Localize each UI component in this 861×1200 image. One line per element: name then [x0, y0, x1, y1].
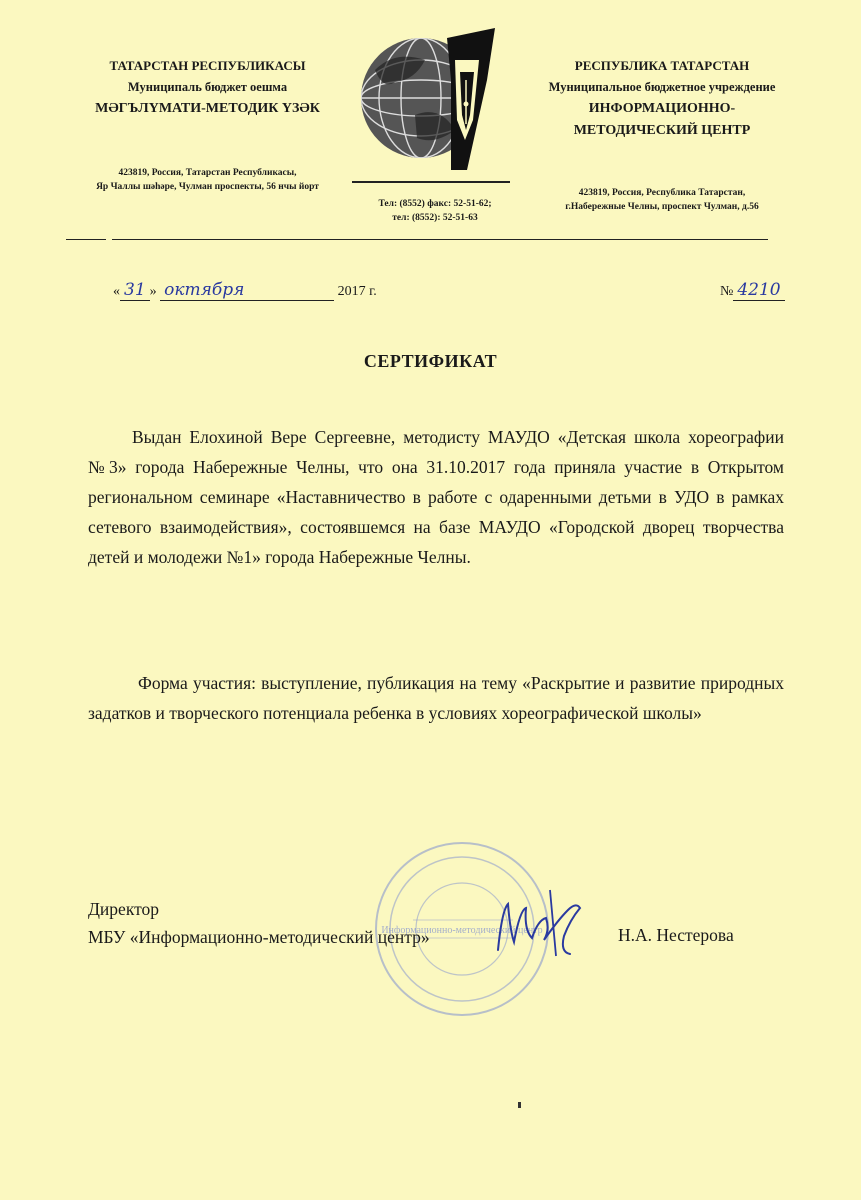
header-right-address: [512, 186, 812, 214]
date-field: [113, 280, 377, 301]
certificate-paragraph-main: Выдан Елохиной Вере Сергеевне, методисту МАУДО «Детская школа хореографии №3» города Набережные Челны, что она 31.10.2017 года приняла участие в Открытом региональном семинаре «Наставничество в работе с одаренными детьми в УДО в рамках сетевого взаимодействия», состоявшемся на базе МАУДО «Городской дворец творчества детей и молодежи №1» города Набережные Челны.: [88, 427, 784, 567]
header-right-org-name-line2: МЕТОДИЧЕСКИЙ ЦЕНТР: [573, 123, 751, 138]
header-divider-short: [66, 239, 106, 240]
signature-icon: [480, 880, 590, 970]
document-number-value: 4210: [733, 280, 784, 301]
header-right-org-type: Муниципальное бюджетное учреждение: [548, 80, 776, 94]
date-day: 31: [120, 280, 150, 301]
document-title: СЕРТИФИКАТ: [363, 351, 498, 371]
signatory-position: Директор: [88, 899, 160, 919]
contacts: [330, 197, 540, 225]
header-left-address-line2: Яр Чаллы шәһәре, Чулман проспекты, 56 нчы йорт: [96, 182, 319, 192]
header-right-address-line1: 423819, Россия, Республика Татарстан,: [578, 188, 746, 198]
contacts-line1: Тел: (8552) факс: 52-51-62;: [378, 199, 492, 209]
signatory-block: [88, 895, 430, 951]
stamp-text: Информационно-методический центр: [381, 925, 543, 936]
date-close-quote: »: [149, 284, 157, 299]
header-left-address: [40, 166, 375, 194]
date-year: 2017 г.: [337, 284, 377, 299]
header-left-republic: ТАТАРСТАН РЕСПУБЛИКАСЫ: [109, 58, 306, 73]
header-left-address-line1: 423819, Россия, Татарстан Республикасы,: [118, 168, 297, 178]
date-month: октября: [160, 280, 334, 301]
document-number-label: №: [720, 284, 734, 299]
certificate-paragraph-participation: Форма участия: выступление, публикация на тему «Раскрытие и развитие природных задатков и творческого потенциала ребенка в условиях хореографической школы»: [88, 673, 784, 723]
ink-mark: [518, 1102, 521, 1108]
header-left-org-name: МӘГЪЛҮМАТИ-МЕТОДИК ҮЗӘК: [95, 101, 320, 116]
date-open-quote: «: [113, 284, 120, 299]
document-number: [720, 280, 785, 300]
globe-pen-logo-icon: [355, 20, 510, 180]
header-right-address-line2: г.Набережные Челны, проспект Чулман, д.56: [565, 202, 759, 212]
header-right-org-name-line1: ИНФОРМАЦИОННО-: [588, 101, 736, 116]
header-left-org-type: Муниципаль бюджет оешма: [127, 80, 288, 94]
header-divider: [112, 239, 768, 240]
header-left: [40, 58, 375, 192]
signatory-name: Н.А. Нестерова: [618, 925, 734, 945]
logo-rule: [352, 181, 510, 183]
header-right: [512, 58, 812, 212]
signatory-organization: МБУ «Информационно-методический центр»: [88, 927, 430, 947]
header-right-republic: РЕСПУБЛИКА ТАТАРСТАН: [574, 58, 750, 73]
contacts-line2: тел: (8552): 52-51-63: [392, 213, 478, 223]
